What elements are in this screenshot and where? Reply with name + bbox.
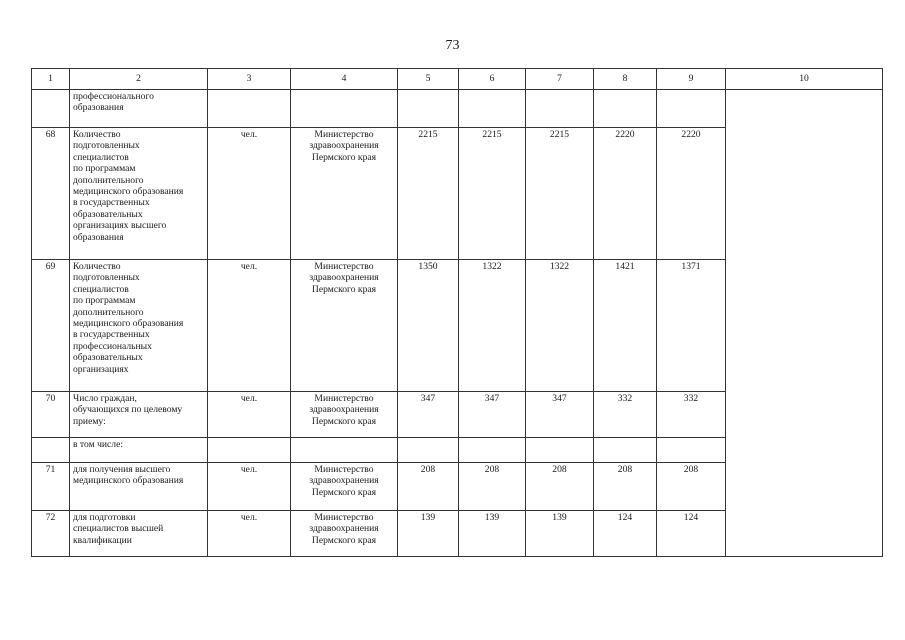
text-line: профессионального: [73, 91, 154, 102]
responsible-org-cell: [291, 260, 398, 392]
empty-cell: [459, 438, 526, 463]
row-number-cell: 71: [32, 463, 70, 511]
header-cell: 7: [526, 69, 594, 90]
row-number-cell: 72: [32, 511, 70, 557]
empty-cell: [657, 438, 726, 463]
text-line: Пермского края: [311, 415, 377, 427]
table-header-row: [32, 69, 883, 90]
text-line: специалистов высшей: [73, 523, 164, 535]
text-line: Количество: [73, 129, 121, 140]
text-line: Количество: [73, 261, 121, 272]
text-line: Министерство: [314, 512, 374, 523]
text-line: Министерство: [314, 261, 374, 272]
empty-cell: [398, 438, 459, 463]
indicator-name-cell: [70, 392, 208, 438]
value-cell: 2215: [398, 128, 459, 260]
indicator-name-cell: [70, 511, 208, 557]
text-line: подготовленных: [73, 272, 140, 284]
text-line: медицинского образования: [73, 475, 184, 487]
empty-cell: [657, 90, 726, 128]
row-number-cell: [32, 438, 70, 463]
text-line: специалистов: [73, 151, 129, 163]
unit-cell: чел.: [208, 260, 291, 392]
text-line: образования: [73, 102, 124, 114]
value-cell: 208: [594, 463, 657, 511]
value-cell: 2220: [657, 128, 726, 260]
empty-cell: [208, 438, 291, 463]
responsible-org-cell: [291, 463, 398, 511]
text-line: Пермского края: [311, 151, 377, 163]
header-cell: 10: [726, 69, 883, 90]
text-line: Министерство: [314, 393, 374, 404]
value-cell: 347: [459, 392, 526, 438]
text-line: медицинского образования: [73, 318, 184, 330]
empty-cell: [526, 438, 594, 463]
indicator-name-cell: [70, 90, 208, 128]
value-cell: 139: [526, 511, 594, 557]
empty-cell: [594, 438, 657, 463]
indicators-table: [31, 68, 883, 557]
text-line: здравоохранения: [309, 404, 379, 416]
value-cell: 1350: [398, 260, 459, 392]
text-line: подготовленных: [73, 140, 140, 152]
empty-cell: [459, 90, 526, 128]
text-line: Число граждан,: [73, 393, 137, 404]
header-cell: 1: [32, 69, 70, 90]
text-line: образования: [73, 231, 124, 243]
text-line: организациях высшего: [73, 220, 167, 232]
text-line: Пермского края: [311, 486, 377, 498]
row-number-cell: [32, 90, 70, 128]
unit-cell: чел.: [208, 392, 291, 438]
row-number-cell: 69: [32, 260, 70, 392]
text-line: по программам: [73, 163, 136, 175]
empty-cell: [291, 90, 398, 128]
text-line: дополнительного: [73, 174, 144, 186]
unit-cell: чел.: [208, 511, 291, 557]
value-cell: 124: [594, 511, 657, 557]
header-cell: 8: [594, 69, 657, 90]
header-cell: 9: [657, 69, 726, 90]
empty-cell: [208, 90, 291, 128]
table-row: [32, 90, 883, 128]
empty-cell: [594, 90, 657, 128]
value-cell: 2215: [459, 128, 526, 260]
text-line: приему:: [73, 415, 106, 427]
text-line: Министерство: [314, 464, 374, 475]
header-cell: 5: [398, 69, 459, 90]
indicator-name-cell: [70, 463, 208, 511]
responsible-org-cell: [291, 392, 398, 438]
value-cell: 208: [459, 463, 526, 511]
value-cell: 1371: [657, 260, 726, 392]
header-cell: 4: [291, 69, 398, 90]
text-line: для получения высшего: [73, 464, 171, 475]
unit-cell: чел.: [208, 463, 291, 511]
value-cell: 332: [657, 392, 726, 438]
empty-cell: [526, 90, 594, 128]
value-cell: 1421: [594, 260, 657, 392]
text-line: организациях: [73, 363, 129, 375]
value-cell: 208: [398, 463, 459, 511]
value-cell: 2215: [526, 128, 594, 260]
text-line: образовательных: [73, 352, 143, 364]
text-line: Пермского края: [311, 534, 377, 546]
responsible-org-cell: [291, 511, 398, 557]
value-cell: 332: [594, 392, 657, 438]
text-line: специалистов: [73, 283, 129, 295]
page-number: 73: [445, 38, 460, 53]
value-cell: 1322: [459, 260, 526, 392]
row-number-cell: 70: [32, 392, 70, 438]
text-line: в государственных: [73, 197, 150, 209]
empty-cell: [398, 90, 459, 128]
text-line: здравоохранения: [309, 272, 379, 284]
text-line: здравоохранения: [309, 475, 379, 487]
value-cell: 139: [398, 511, 459, 557]
value-cell: 347: [526, 392, 594, 438]
value-cell: 124: [657, 511, 726, 557]
text-line: в государственных: [73, 329, 150, 341]
value-cell: 347: [398, 392, 459, 438]
column-10-cell: [726, 90, 883, 557]
header-cell: 3: [208, 69, 291, 90]
text-line: дополнительного: [73, 306, 144, 318]
text-line: здравоохранения: [309, 140, 379, 152]
responsible-org-cell: [291, 128, 398, 260]
text-line: для подготовки: [73, 512, 136, 523]
text-line: здравоохранения: [309, 523, 379, 535]
header-cell: 2: [70, 69, 208, 90]
text-line: квалификации: [73, 534, 132, 546]
empty-cell: [291, 438, 398, 463]
text-line: обучающихся по целевому: [73, 404, 183, 416]
value-cell: 1322: [526, 260, 594, 392]
text-line: медицинского образования: [73, 186, 184, 198]
text-line: образовательных: [73, 208, 143, 220]
value-cell: 139: [459, 511, 526, 557]
text-line: профессиональных: [73, 340, 152, 352]
text-line: по программам: [73, 295, 136, 307]
subheading-cell: в том числе:: [70, 438, 208, 463]
unit-cell: чел.: [208, 128, 291, 260]
row-number-cell: 68: [32, 128, 70, 260]
value-cell: 2220: [594, 128, 657, 260]
header-cell: 6: [459, 69, 526, 90]
indicator-name-cell: [70, 260, 208, 392]
text-line: Министерство: [314, 129, 374, 140]
indicator-name-cell: [70, 128, 208, 260]
text-line: Пермского края: [311, 283, 377, 295]
value-cell: 208: [526, 463, 594, 511]
value-cell: 208: [657, 463, 726, 511]
